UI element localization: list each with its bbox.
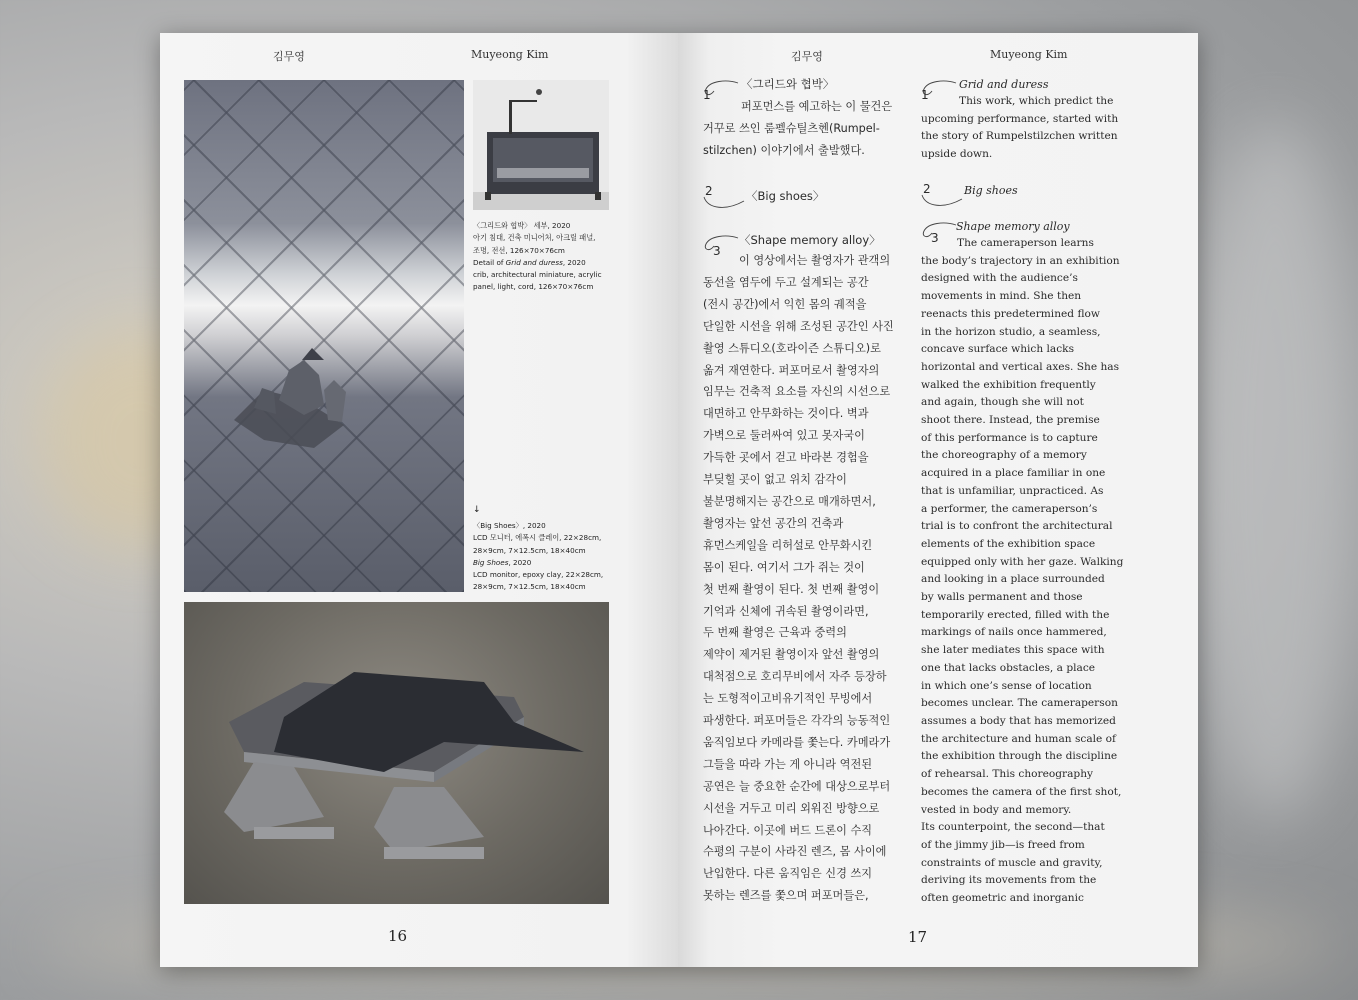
text-line: (전시 공간)에서 익힌 몸의 궤적을 <box>703 297 867 311</box>
text-line: trial is to confront the architectural <box>921 520 1113 533</box>
text-line: 몸이 된다. 여기서 그가 쥐는 것이 <box>703 560 865 574</box>
caption-line: 〈그리드와 협박〉 세부, 2020 <box>473 221 571 230</box>
text-line: 옮겨 재연한다. 퍼포머로서 촬영자의 <box>703 363 880 377</box>
text-line: concave surface which lacks <box>921 343 1075 356</box>
text-line: upside down. <box>921 148 993 161</box>
text-line: 휴먼스케일을 리허설로 안무화시킨 <box>703 538 873 552</box>
text-line: stilzchen) 이야기에서 출발했다. <box>703 143 865 157</box>
section-title-korean: 〈그리드와 협박〉 <box>741 77 835 91</box>
text-line: equipped only with her gaze. Walking <box>921 555 1124 568</box>
text-line: in the horizon studio, a seamless, <box>921 325 1101 338</box>
text-line: designed with the audience’s <box>921 272 1078 285</box>
caption-grid-and-duress <box>473 220 602 294</box>
text-line: 그들을 따라 가는 게 아니라 역전된 <box>703 757 873 771</box>
korean-body-3 <box>703 250 911 907</box>
text-line: 기억과 신체에 귀속된 촬영이라면, <box>703 604 869 618</box>
section-title-korean: 〈Big shoes〉 <box>746 189 825 203</box>
down-arrow-icon: ↓ <box>473 505 481 515</box>
text-line: reenacts this predetermined flow <box>921 307 1100 320</box>
section-number: 3 <box>931 231 939 245</box>
text-line: the story of Rumpelstilzchen written <box>921 130 1118 143</box>
text-line: becomes unclear. The cameraperson <box>921 697 1118 710</box>
running-head-english: Muyeong Kim <box>471 48 549 61</box>
page-number: 17 <box>908 928 928 946</box>
text-line: and again, though she will not <box>921 396 1084 409</box>
text-line: of this performance is to capture <box>921 431 1098 444</box>
text-line: and looking in a place surrounded <box>921 573 1105 586</box>
booklet-spread <box>160 33 1198 967</box>
text-line: 나아간다. 이곳에 버드 드론이 수직 <box>703 823 873 837</box>
caption-big-shoes <box>473 520 603 594</box>
section-title-english: Big shoes <box>964 184 1018 197</box>
page-number: 16 <box>388 927 408 945</box>
text-line: temporarily erected, filled with the <box>921 608 1110 621</box>
text-line: 대면하고 안무화하는 것이다. 벽과 <box>703 407 869 421</box>
right-page <box>678 33 1198 967</box>
text-line: This work, which predict the <box>959 95 1114 107</box>
text-line: 는 도형적이고비유기적인 무빙에서 <box>703 692 873 706</box>
english-body-1 <box>921 93 1146 164</box>
text-line: markings of nails once hammered, <box>921 626 1107 639</box>
text-line: one that lacks obstacles, a place <box>921 661 1096 674</box>
text-line: The cameraperson learns <box>957 237 1094 249</box>
caption-line: 아기 침대, 건축 미니어처, 아크릴 패널, <box>473 233 596 243</box>
text-line: 거꾸로 쓰인 룸펠슈틸츠헨(Rumpel- <box>703 121 880 135</box>
text-line: 촬영자는 앞선 공간의 건축과 <box>703 516 844 530</box>
section-number: 3 <box>713 244 721 258</box>
section-number: 1 <box>703 88 711 102</box>
text-line: 가득한 곳에서 걷고 바라본 경험을 <box>703 451 869 465</box>
section-title-korean: 〈Shape memory alloy〉 <box>739 233 881 247</box>
text-line: of rehearsal. This choreography <box>921 768 1094 781</box>
text-line: she later mediates this space with <box>921 644 1105 657</box>
text-line: 첫 번째 촬영이 된다. 첫 번째 촬영이 <box>703 582 880 596</box>
text-line: 대척점으로 호리무비에서 자주 등장하 <box>703 670 887 684</box>
text-line: 촬영 스튜디오(호라이즌 스튜디오)로 <box>703 341 881 355</box>
text-line: 동선을 염두에 두고 설계되는 공간 <box>703 275 869 289</box>
text-line: 두 번째 촬영은 근육과 중력의 <box>703 626 847 640</box>
text-line: 임무는 건축적 요소를 자신의 시선으로 <box>703 385 891 399</box>
text-line: deriving its movements from the <box>921 874 1097 887</box>
caption-line: 28×9cm, 7×12.5cm, 18×40cm <box>473 582 586 592</box>
caption-line: Big Shoes, 2020 <box>473 557 532 567</box>
left-page <box>160 33 678 967</box>
caption-line: LCD 모니터, 에폭시 클레이, 22×28cm, <box>473 533 602 543</box>
text-line: 움직임보다 카메라를 쫓는다. 카메라가 <box>703 735 891 749</box>
background-blur <box>1190 120 1358 820</box>
text-line: becomes the camera of the first shot, <box>921 785 1122 798</box>
caption-line: LCD monitor, epoxy clay, 22×28cm, <box>473 570 604 580</box>
text-line: vested in body and memory. <box>921 803 1072 816</box>
text-line: that is unfamiliar, unpracticed. As <box>921 484 1104 497</box>
sculpture-icon <box>184 602 609 904</box>
text-line: constraints of muscle and gravity, <box>921 856 1103 869</box>
caption-line: crib, architectural miniature, acrylic <box>473 270 602 280</box>
korean-body-1 <box>703 96 911 162</box>
text-line: in which one’s sense of location <box>921 679 1092 692</box>
flourish-icon <box>920 191 964 211</box>
text-line: of the jimmy jib—is freed from <box>921 838 1085 851</box>
running-head-english: Muyeong Kim <box>990 48 1068 61</box>
text-line: 제약이 제거된 촬영이자 앞선 촬영의 <box>703 648 880 662</box>
text-line: 시선을 거두고 미리 외워진 방향으로 <box>703 801 880 815</box>
text-line: 부딪힐 곳이 없고 위치 감각이 <box>703 473 847 487</box>
text-line: 공연은 늘 중요한 순간에 대상으로부터 <box>703 779 891 793</box>
text-line: movements in mind. She then <box>921 290 1082 303</box>
caption-line: 28×9cm, 7×12.5cm, 18×40cm <box>473 545 586 555</box>
caption-line: 조명, 전선, 126×70×76cm <box>473 245 565 255</box>
text-line: Its counterpoint, the second—that <box>921 821 1105 834</box>
crib-icon <box>473 80 609 210</box>
section-number: 2 <box>705 184 713 198</box>
text-line: by walls permanent and those <box>921 591 1083 604</box>
running-head-korean: 김무영 <box>273 50 305 63</box>
architectural-miniature-icon <box>224 330 374 460</box>
section-title-english: Shape memory alloy <box>956 220 1070 233</box>
text-line: acquired in a place familiar in one <box>921 467 1106 480</box>
text-line: the body’s trajectory in an exhibition <box>921 254 1120 267</box>
text-line: 수평의 구분이 사라진 렌즈, 몸 사이에 <box>703 845 887 859</box>
caption-line: panel, light, cord, 126×70×76cm <box>473 282 594 292</box>
text-line: 단일한 시선을 위해 조성된 공간인 사진 <box>703 319 894 333</box>
quilt-photo <box>184 80 464 592</box>
text-line: the choreography of a memory <box>921 449 1087 462</box>
section-title-english: Grid and duress <box>959 78 1049 91</box>
flourish-icon <box>702 193 746 213</box>
text-line: horizontal and vertical axes. She has <box>921 360 1120 373</box>
text-line: shoot there. Instead, the premise <box>921 414 1100 427</box>
text-line: 가벽으로 둘러싸여 있고 못자국이 <box>703 429 865 443</box>
text-line: 퍼포먼스를 예고하는 이 물건은 <box>741 100 893 113</box>
text-line: 난입한다. 다른 움직임은 신경 쓰지 <box>703 867 873 881</box>
crib-photo <box>473 80 609 210</box>
table-sculpture-photo <box>184 602 609 904</box>
caption-line: Detail of Grid and duress, 2020 <box>473 257 586 267</box>
text-line: the exhibition through the discipline <box>921 750 1118 763</box>
section-number: 2 <box>923 182 931 196</box>
text-line: elements of the exhibition space <box>921 537 1096 550</box>
text-line: a performer, the cameraperson’s <box>921 502 1098 515</box>
text-line: 파생한다. 퍼포머들은 각각의 능동적인 <box>703 714 891 728</box>
text-line: 이 영상에서는 촬영자가 관객의 <box>739 254 891 267</box>
text-line: often geometric and inorganic <box>921 892 1084 905</box>
running-head-korean: 김무영 <box>791 50 823 63</box>
section-number: 1 <box>921 88 929 102</box>
text-line: upcoming performance, started with <box>921 112 1119 125</box>
text-line: 못하는 렌즈를 쫓으며 퍼포머들은, <box>703 889 869 903</box>
caption-line: 〈Big Shoes〉, 2020 <box>473 521 546 530</box>
text-line: walked the exhibition frequently <box>921 378 1096 391</box>
text-line: 불분명해지는 공간으로 매개하면서, <box>703 494 876 508</box>
text-line: assumes a body that has memorized <box>921 714 1116 727</box>
text-line: the architecture and human scale of <box>921 732 1116 745</box>
english-body-3 <box>921 235 1146 908</box>
